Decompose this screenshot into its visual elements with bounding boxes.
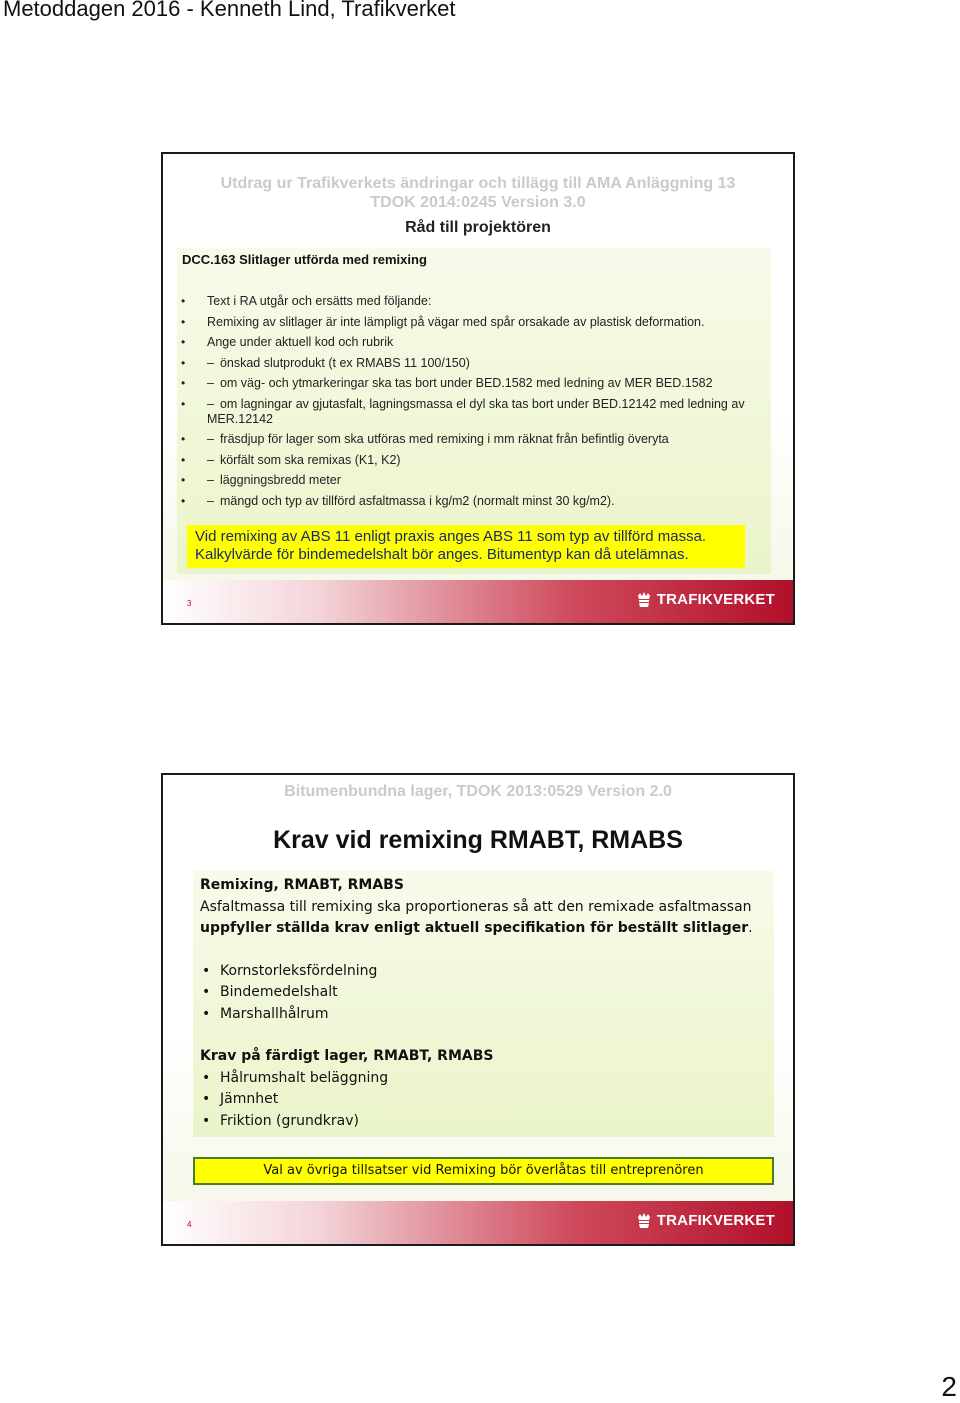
slide-4-heading: Krav vid remixing RMABT, RMABS <box>273 826 683 854</box>
slide-3-title-line-2: TDOK 2014:0245 Version 3.0 <box>370 194 586 211</box>
list-item: • – läggningsbredd meter <box>181 473 781 488</box>
highlight-note-line-2: Kalkylvärde för bindemedelshalt bör anges. Bitumentyp kan då utelämnas. <box>195 546 689 563</box>
slide-3 <box>161 152 795 625</box>
list-item: • Hålrumshalt beläggning <box>220 1068 767 1090</box>
highlight-note: Val av övriga tillsatser vid Remixing bör överlåtas till entreprenören <box>193 1157 774 1185</box>
slide-number: 3 <box>187 599 192 608</box>
slide-number: 4 <box>187 1220 192 1229</box>
slide-footer <box>163 580 793 623</box>
list-item: • – körfält som ska remixas (K1, K2) <box>181 453 781 468</box>
trafikverket-logo <box>636 1211 775 1229</box>
slide-3-title <box>163 174 793 212</box>
requirements-heading: Remixing, RMABT, RMABS <box>200 877 404 893</box>
slide-4-title: Bitumenbundna lager, TDOK 2013:0529 Version 2.0 <box>284 783 672 800</box>
logo-text: TRAFIKVERKET <box>656 590 775 608</box>
highlight-note <box>187 525 745 568</box>
crown-icon <box>636 1211 652 1229</box>
list-item: • – om lagningar av gjutasfalt, lagningsmassa el dyl ska tas bort under BED.12142 med ledning av MER.12142 <box>181 397 781 427</box>
list-item: • Kornstorleksfördelning <box>220 961 767 983</box>
list-item: • Ange under aktuell kod och rubrik <box>181 335 781 350</box>
section-code: DCC.163 Slitlager utförda med remixing <box>182 252 427 267</box>
list-item: • – önskad slutprodukt (t ex RMABS 11 100/150) <box>181 356 781 371</box>
slide-3-bullet-list <box>181 294 781 514</box>
crown-icon <box>636 590 652 608</box>
slide-3-subtitle: Råd till projektören <box>405 219 551 236</box>
list-item: • Marshallhålrum <box>220 1004 767 1026</box>
list-item: • Jämnhet <box>220 1089 767 1111</box>
requirements-text-line-2: uppfyller ställda krav enligt aktuell specifikation för beställt slitlager. <box>200 920 753 936</box>
list-item: • Friktion (grundkrav) <box>220 1111 767 1133</box>
logo-text: TRAFIKVERKET <box>656 1211 775 1229</box>
slide-footer <box>163 1201 793 1244</box>
slide-4 <box>161 773 795 1246</box>
finished-layer-heading: Krav på färdigt lager, RMABT, RMABS <box>200 1048 494 1064</box>
highlight-note-line-1: Vid remixing av ABS 11 enligt praxis anges ABS 11 som typ av tillförd massa. <box>195 528 707 545</box>
properties-list <box>200 961 767 1026</box>
list-item: • Bindemedelshalt <box>220 982 767 1004</box>
list-item: • – mängd och typ av tillförd asfaltmassa i kg/m2 (normalt minst 30 kg/m2). <box>181 494 781 509</box>
list-item: • – fräsdjup för lager som ska utföras med remixing i mm räknat från befintlig överyta <box>181 432 781 447</box>
slide-4-content-panel <box>193 871 774 1137</box>
finished-layer-list <box>200 1068 767 1133</box>
slide-3-title-line-1: Utdrag ur Trafikverkets ändringar och tillägg till AMA Anläggning 13 <box>220 175 736 192</box>
page-number: 2 <box>941 1371 957 1402</box>
requirements-text-line-1: Asfaltmassa till remixing ska proportioneras så att den remixade asfaltmassan <box>200 898 752 915</box>
list-item: • – om väg- och ytmarkeringar ska tas bort under BED.1582 med ledning av MER BED.1582 <box>181 376 781 391</box>
trafikverket-logo <box>636 590 775 608</box>
list-item: • Text i RA utgår och ersätts med följande: <box>181 294 781 309</box>
list-item: • Remixing av slitlager är inte lämpligt på vägar med spår orsakade av plastisk deformation. <box>181 315 781 330</box>
page-header: Metoddagen 2016 - Kenneth Lind, Trafikverket <box>3 0 456 21</box>
